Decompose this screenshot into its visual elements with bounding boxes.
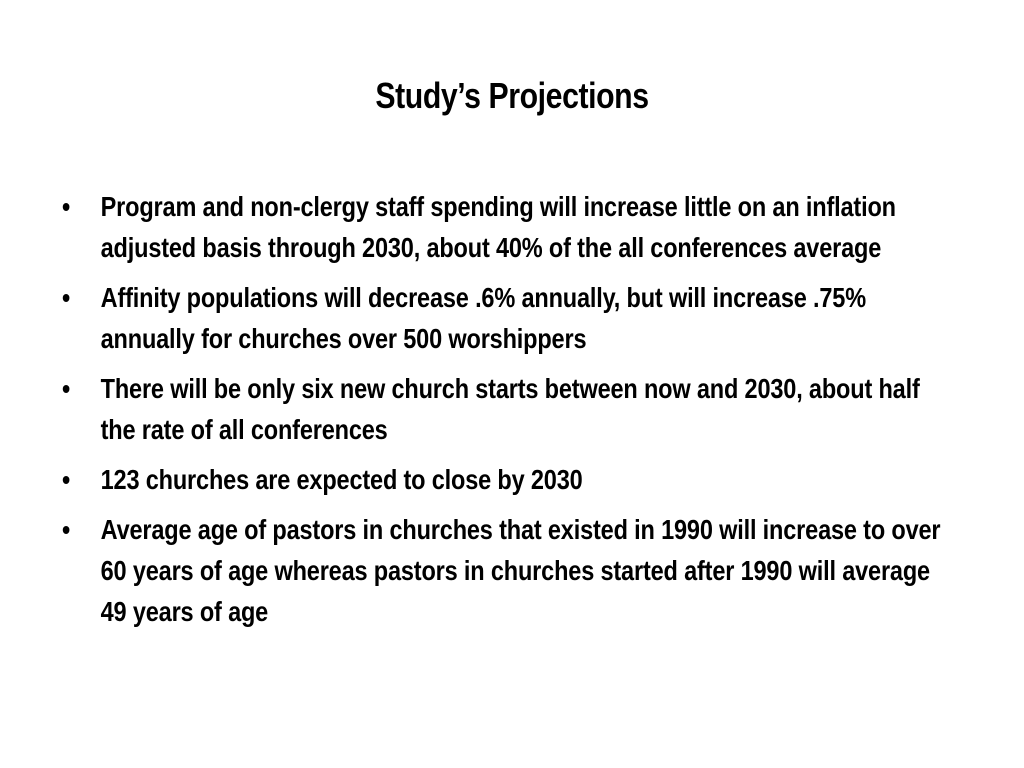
bullet-item (62, 277, 952, 359)
bullet-text: There will be only six new church starts between now and 2030, about half the rate of all conferences (100, 373, 920, 445)
bullet-item (62, 509, 952, 632)
bullet-item (62, 459, 952, 500)
bullet-text: 123 churches are expected to close by 2030 (100, 464, 583, 495)
bullet-dot-icon: • (62, 464, 71, 495)
slide-title: Study’s Projections (375, 75, 649, 116)
bullet-dot-icon: • (62, 191, 71, 222)
bullet-text: Average age of pastors in churches that existed in 1990 will increase to over 60 years of age whereas pastors in churches started after 1990 will average 49 years of age (100, 514, 941, 627)
bullet-item (62, 368, 952, 450)
bullet-list (62, 186, 952, 641)
bullet-text: Program and non-clergy staff spending will increase little on an inflation adjusted basis through 2030, about 40% of the all conferences average (100, 191, 896, 263)
bullet-dot-icon: • (62, 282, 71, 313)
bullet-text: Affinity populations will decrease .6% annually, but will increase .75% annually for churches over 500 worshippers (100, 282, 866, 354)
bullet-dot-icon: • (62, 514, 71, 545)
bullet-dot-icon: • (62, 373, 71, 404)
bullet-item (62, 186, 952, 268)
